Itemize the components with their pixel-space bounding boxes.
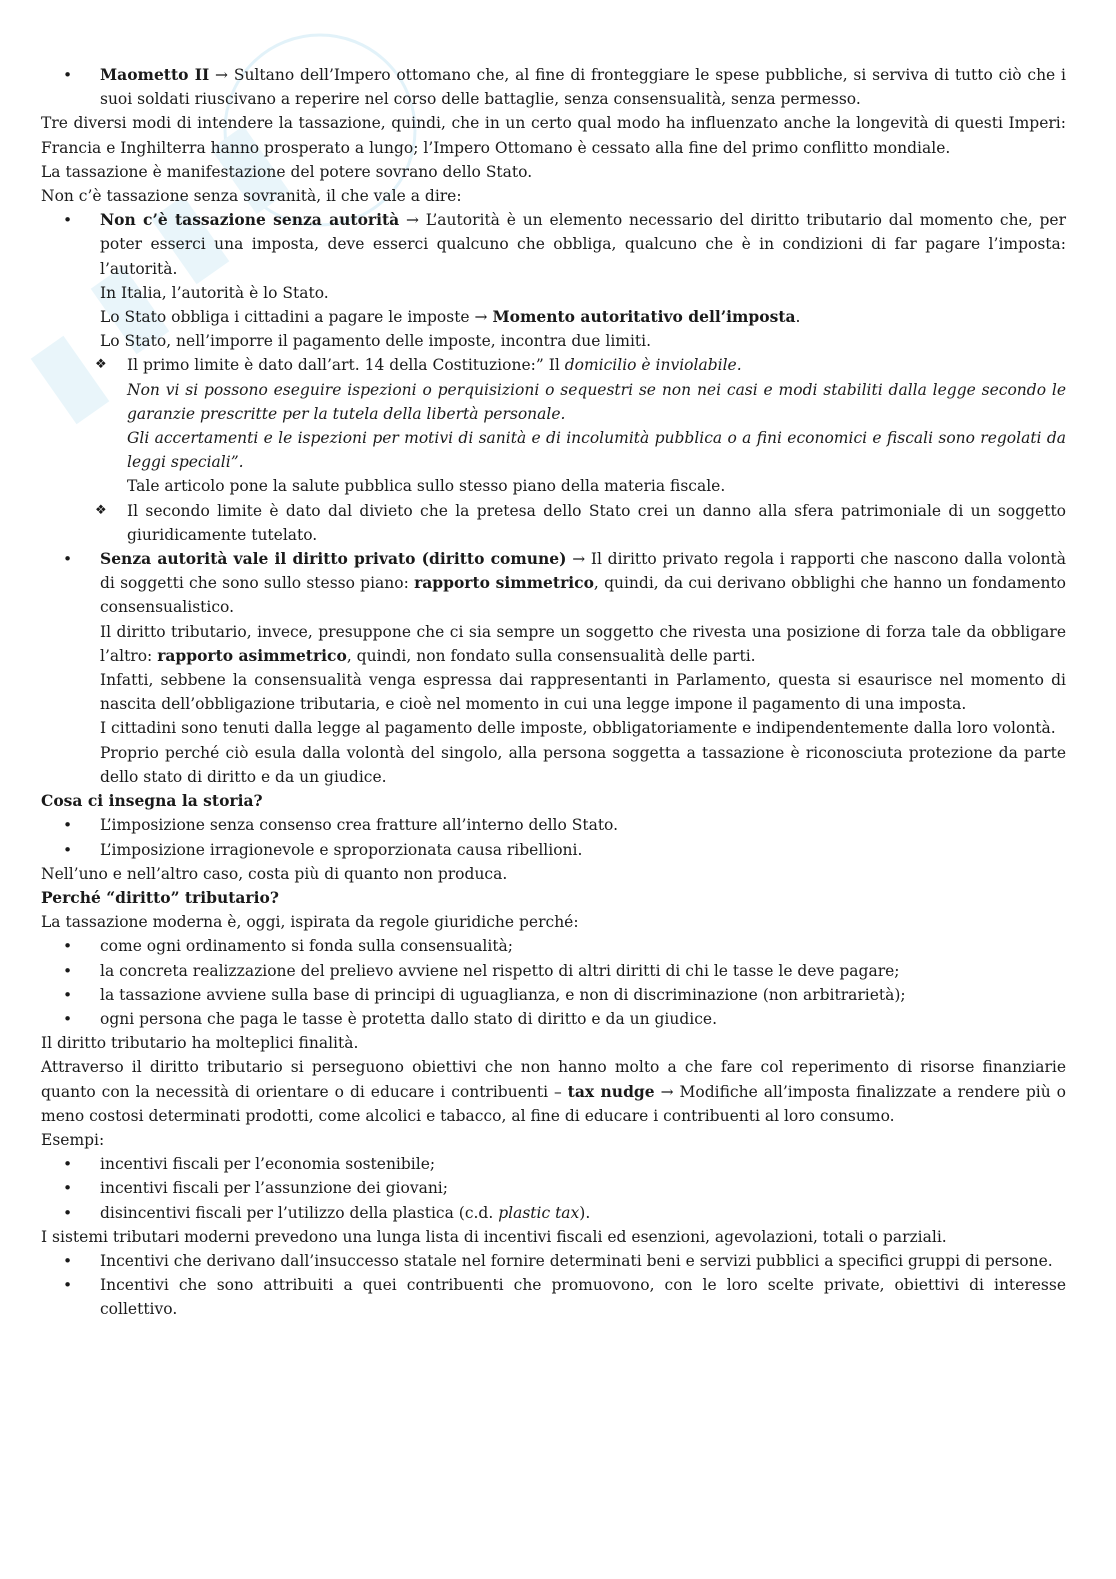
autorita-obbliga: Lo Stato obbliga i cittadini a pagare le imposte (100, 308, 470, 327)
bullet-marker: • (63, 1179, 73, 1198)
bullet-marker: • (63, 937, 73, 956)
privato-text1: Il diritto privato regola i rapporti che nascono dalla volontà di soggetti che sono sullo stesso piano: (100, 550, 1066, 593)
bullet-marker: • (63, 961, 73, 980)
list-item (41, 1007, 1066, 1031)
privato-text2-end: , quindi, non fondato sulla consensualità delle parti. (346, 646, 756, 665)
arrow-icon: → (405, 211, 419, 230)
list-item (41, 959, 1066, 983)
bullet-marker: • (63, 1009, 73, 1028)
list-item (41, 934, 1066, 958)
arrow-icon: → (215, 66, 229, 84)
paragraph-manifestazione: La tassazione è manifestazione del potere sovrano dello Stato. (41, 162, 533, 181)
esempi-item-2: incentivi fiscali per l’assunzione dei giovani; (100, 1179, 448, 1198)
autorita-obbliga-line (41, 305, 1066, 329)
esempi-item-1: incentivi fiscali per l’economia sostenibile; (100, 1155, 436, 1174)
bullet-marker: • (63, 1155, 73, 1174)
document-page (41, 63, 1066, 1322)
privato-text2-line (41, 620, 1066, 668)
diamond-bullet-icon: ❖ (95, 357, 107, 373)
incentivi-item-1: Incentivi che derivano dall’insuccesso statale nel fornire determinati beni e servizi pubblici a specifici gruppi di persone. (100, 1251, 1053, 1270)
bullet-marker: • (63, 1251, 73, 1270)
heading-perche: Perché “diritto” tributario? (41, 887, 279, 907)
diamond-bullet-icon: ❖ (95, 502, 107, 518)
privato-title: Senza autorità vale il diritto privato (diritto comune) (100, 549, 567, 569)
limit1-quote-3-line (41, 426, 1066, 474)
arrow-icon: → (572, 550, 586, 569)
perche-item-4: ogni persona che paga le tasse è protetta dallo stato di diritto e da un giudice. (100, 1009, 718, 1028)
limit1-quote-1: domicilio è inviolabile. (564, 356, 742, 375)
autorita-text: L’autorità è un elemento necessario del diritto tributario dal momento che, per poter esserci una imposta, deve esserci qualcuno che obbliga, qualcuno che è in condizioni di far pagare l’imposta: l’autorità. (100, 211, 1067, 278)
bullet-marker: • (63, 840, 73, 859)
limit1-quote-2-line (41, 378, 1066, 426)
esempi-item-3-suffix: ). (579, 1203, 591, 1222)
paragraph-nudge (41, 1055, 1066, 1128)
bullet-marker: • (63, 985, 73, 1004)
privato-text4: I cittadini sono tenuti dalla legge al pagamento delle imposte, obbligatoriamente e indipendentemente dalla loro volontà. (100, 719, 1056, 738)
nudge-text: Attraverso il diritto tributario si perseguono obiettivi che non hanno molto a che fare col reperimento di risorse finanziarie quanto con la necessità di orientare o di educare i contribuenti – (41, 1058, 1066, 1101)
bullet-maometto (41, 63, 1066, 111)
privato-text5: Proprio perché ciò esula dalla volontà del singolo, alla persona soggetta a tassazione è riconosciuta protezione da parte dello stato di diritto e da un giudice. (100, 743, 1066, 786)
autorita-italia: In Italia, l’autorità è lo Stato. (100, 283, 329, 302)
limit1-quote-2: Non vi si possono eseguire ispezioni o perquisizioni o sequestri se non nei casi e modi stabiliti dalla legge secondo le garanzie prescritte per la tutela della libertà personale. (127, 380, 1066, 423)
esempi-label: Esempi: (41, 1130, 105, 1149)
bullet-diritto-privato (41, 547, 1066, 620)
list-item (41, 1152, 1066, 1176)
maometto-text: Sultano dell’Impero ottomano che, al fine di fronteggiare le spese pubbliche, si serviva di tutto ciò che i suoi soldati riuscivano a reperire nel corso delle battaglie, senza consensualità, senza permesso. (100, 66, 1066, 109)
privato-text3: Infatti, sebbene la consensualità venga espressa dai rappresentanti in Parlamento, questa si esaurisce nel momento di nascita dell’obbligazione tributaria, e cioè nel momento in cui una legge impone il pagamento di una imposta. (100, 671, 1066, 714)
limit1-quote-3: Gli accertamenti e le ispezioni per motivi di sanità e di incolumità pubblica o a fini economici e fiscali sono regolati da leggi speciali”. (127, 429, 1066, 472)
perche-item-1: come ogni ordinamento si fonda sulla consensualità; (100, 937, 514, 956)
bullet-marker: • (63, 66, 73, 84)
storia-item-2: L’imposizione irragionevole e sproporzionata causa ribellioni. (100, 840, 583, 859)
limit-second (41, 499, 1066, 547)
list-item (41, 1249, 1066, 1273)
privato-text1-end: , quindi, da cui derivano obblighi che hanno un fondamento consensualistico. (100, 574, 1066, 617)
paragraph-tre-modi: Tre diversi modi di intendere la tassazione, quindi, che in un certo qual modo ha influenzato anche la longevità di questi Imperi: Francia e Inghilterra hanno prosperato a lungo; l’Impero Ottomano è cessato alla fine del primo conflitto mondiale. (41, 114, 1066, 157)
autorita-limiti: Lo Stato, nell’imporre il pagamento delle imposte, incontra due limiti. (100, 332, 652, 351)
list-item (41, 838, 1066, 862)
incentivi-item-2: Incentivi che sono attribuiti a quei contribuenti che promuovono, con le loro scelte private, obiettivi di interesse collettivo. (100, 1276, 1066, 1319)
storia-item-1: L’imposizione senza consenso crea fratture all’interno dello Stato. (100, 816, 619, 835)
privato-simmetrico: rapporto simmetrico (414, 573, 594, 593)
bullet-autorita (41, 208, 1066, 281)
bullet-marker: • (63, 550, 73, 569)
bullet-marker: • (63, 211, 73, 230)
list-item (41, 1201, 1066, 1225)
storia-conclusion: Nell’uno e nell’altro caso, costa più di quanto non produca. (41, 864, 508, 883)
paragraph-sovranita: Non c’è tassazione senza sovranità, il che vale a dire: (41, 187, 462, 206)
nudge-text-end: Modifiche all’imposta finalizzate a rendere più o meno costosi determinati prodotti, come alcolici e tabacco, al fine di educare i contribuenti al loro consumo. (41, 1082, 1066, 1125)
perche-intro: La tassazione moderna è, oggi, ispirata da regole giuridiche perché: (41, 913, 579, 932)
list-item (41, 1176, 1066, 1200)
autorita-title: Non c’è tassazione senza autorità (100, 210, 400, 230)
arrow-icon: → (660, 1082, 674, 1101)
maometto-name: Maometto II (100, 65, 210, 84)
esempi-item-3-italic: plastic tax (498, 1203, 580, 1222)
period: . (795, 308, 801, 327)
list-item (41, 1273, 1066, 1321)
arrow-icon: → (474, 308, 488, 327)
bullet-marker: • (63, 1203, 73, 1222)
heading-storia: Cosa ci insegna la storia? (41, 791, 263, 811)
limit-first (41, 353, 1066, 377)
limit1-prefix: Il primo limite è dato dall’art. 14 della Costituzione:” Il (127, 356, 565, 375)
limit2-text: Il secondo limite è dato dal divieto che la pretesa dello Stato crei un danno alla sfera patrimoniale di un soggetto giuridicamente tutelato. (127, 501, 1066, 544)
limit1-note: Tale articolo pone la salute pubblica sullo stesso piano della materia fiscale. (127, 477, 726, 496)
paragraph-finalita: Il diritto tributario ha molteplici finalità. (41, 1034, 359, 1053)
perche-item-2: la concreta realizzazione del prelievo avviene nel rispetto di altri diritti di chi le tasse le deve pagare; (100, 961, 900, 980)
autorita-momento: Momento autoritativo dell’imposta (492, 307, 796, 327)
paragraph-sistemi: I sistemi tributari moderni prevedono una lunga lista di incentivi fiscali ed esenzioni, agevolazioni, totali o parziali. (41, 1227, 947, 1246)
perche-item-3: la tassazione avviene sulla base di principi di uguaglianza, e non di discriminazione (non arbitrarietà); (100, 985, 906, 1004)
nudge-bold: tax nudge (567, 1081, 655, 1101)
bullet-marker: • (63, 816, 73, 835)
privato-asimmetrico: rapporto asimmetrico (157, 645, 347, 665)
list-item (41, 813, 1066, 837)
list-item (41, 983, 1066, 1007)
privato-text2: Il diritto tributario, invece, presuppone che ci sia sempre un soggetto che rivesta una posizione di forza tale da obbligare l’altro: (100, 622, 1066, 665)
esempi-item-3-prefix: disincentivi fiscali per l’utilizzo della plastica (c.d. (100, 1203, 499, 1222)
bullet-marker: • (63, 1276, 73, 1295)
